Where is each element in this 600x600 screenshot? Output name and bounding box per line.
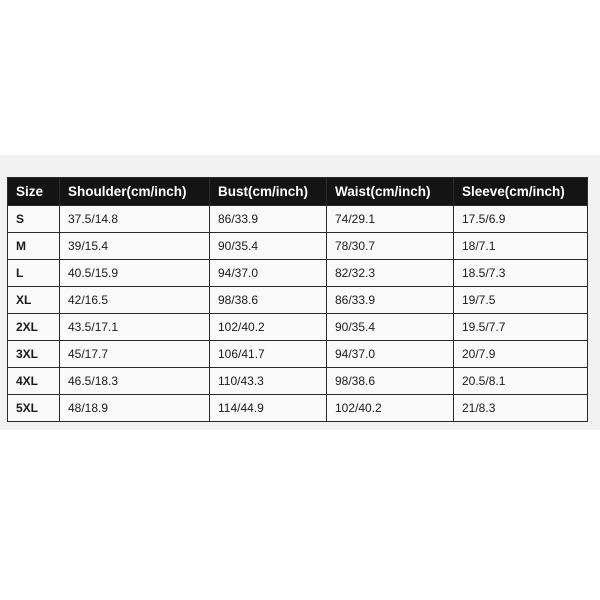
size-cell: 4XL bbox=[8, 368, 60, 395]
table-row bbox=[8, 233, 588, 260]
table-row bbox=[8, 287, 588, 314]
size-chart-table bbox=[7, 177, 588, 422]
header-waist: Waist(cm/inch) bbox=[327, 178, 454, 206]
bust-cell: 94/37.0 bbox=[210, 260, 327, 287]
waist-cell: 86/33.9 bbox=[327, 287, 454, 314]
size-cell: S bbox=[8, 206, 60, 233]
size-cell: M bbox=[8, 233, 60, 260]
bust-cell: 90/35.4 bbox=[210, 233, 327, 260]
bust-cell: 110/43.3 bbox=[210, 368, 327, 395]
sleeve-cell: 20/7.9 bbox=[454, 341, 588, 368]
bust-cell: 102/40.2 bbox=[210, 314, 327, 341]
bust-cell: 86/33.9 bbox=[210, 206, 327, 233]
sleeve-cell: 17.5/6.9 bbox=[454, 206, 588, 233]
waist-cell: 98/38.6 bbox=[327, 368, 454, 395]
bust-cell: 106/41.7 bbox=[210, 341, 327, 368]
header-sleeve: Sleeve(cm/inch) bbox=[454, 178, 588, 206]
header-size: Size bbox=[8, 178, 60, 206]
size-cell: 2XL bbox=[8, 314, 60, 341]
sleeve-cell: 18/7.1 bbox=[454, 233, 588, 260]
shoulder-cell: 45/17.7 bbox=[60, 341, 210, 368]
bust-cell: 98/38.6 bbox=[210, 287, 327, 314]
shoulder-cell: 40.5/15.9 bbox=[60, 260, 210, 287]
header-row bbox=[8, 178, 588, 206]
size-cell: 3XL bbox=[8, 341, 60, 368]
waist-cell: 78/30.7 bbox=[327, 233, 454, 260]
bust-cell: 114/44.9 bbox=[210, 395, 327, 422]
shoulder-cell: 43.5/17.1 bbox=[60, 314, 210, 341]
shoulder-cell: 37.5/14.8 bbox=[60, 206, 210, 233]
header-bust: Bust(cm/inch) bbox=[210, 178, 327, 206]
header-shoulder: Shoulder(cm/inch) bbox=[60, 178, 210, 206]
waist-cell: 82/32.3 bbox=[327, 260, 454, 287]
shoulder-cell: 46.5/18.3 bbox=[60, 368, 210, 395]
table-row bbox=[8, 260, 588, 287]
waist-cell: 102/40.2 bbox=[327, 395, 454, 422]
waist-cell: 90/35.4 bbox=[327, 314, 454, 341]
table-row bbox=[8, 341, 588, 368]
size-cell: 5XL bbox=[8, 395, 60, 422]
size-cell: XL bbox=[8, 287, 60, 314]
table-row bbox=[8, 314, 588, 341]
table-row bbox=[8, 395, 588, 422]
shoulder-cell: 42/16.5 bbox=[60, 287, 210, 314]
waist-cell: 94/37.0 bbox=[327, 341, 454, 368]
sleeve-cell: 19.5/7.7 bbox=[454, 314, 588, 341]
size-cell: L bbox=[8, 260, 60, 287]
table-row bbox=[8, 206, 588, 233]
waist-cell: 74/29.1 bbox=[327, 206, 454, 233]
sleeve-cell: 19/7.5 bbox=[454, 287, 588, 314]
shoulder-cell: 39/15.4 bbox=[60, 233, 210, 260]
sleeve-cell: 18.5/7.3 bbox=[454, 260, 588, 287]
table-row bbox=[8, 368, 588, 395]
shoulder-cell: 48/18.9 bbox=[60, 395, 210, 422]
sleeve-cell: 20.5/8.1 bbox=[454, 368, 588, 395]
sleeve-cell: 21/8.3 bbox=[454, 395, 588, 422]
